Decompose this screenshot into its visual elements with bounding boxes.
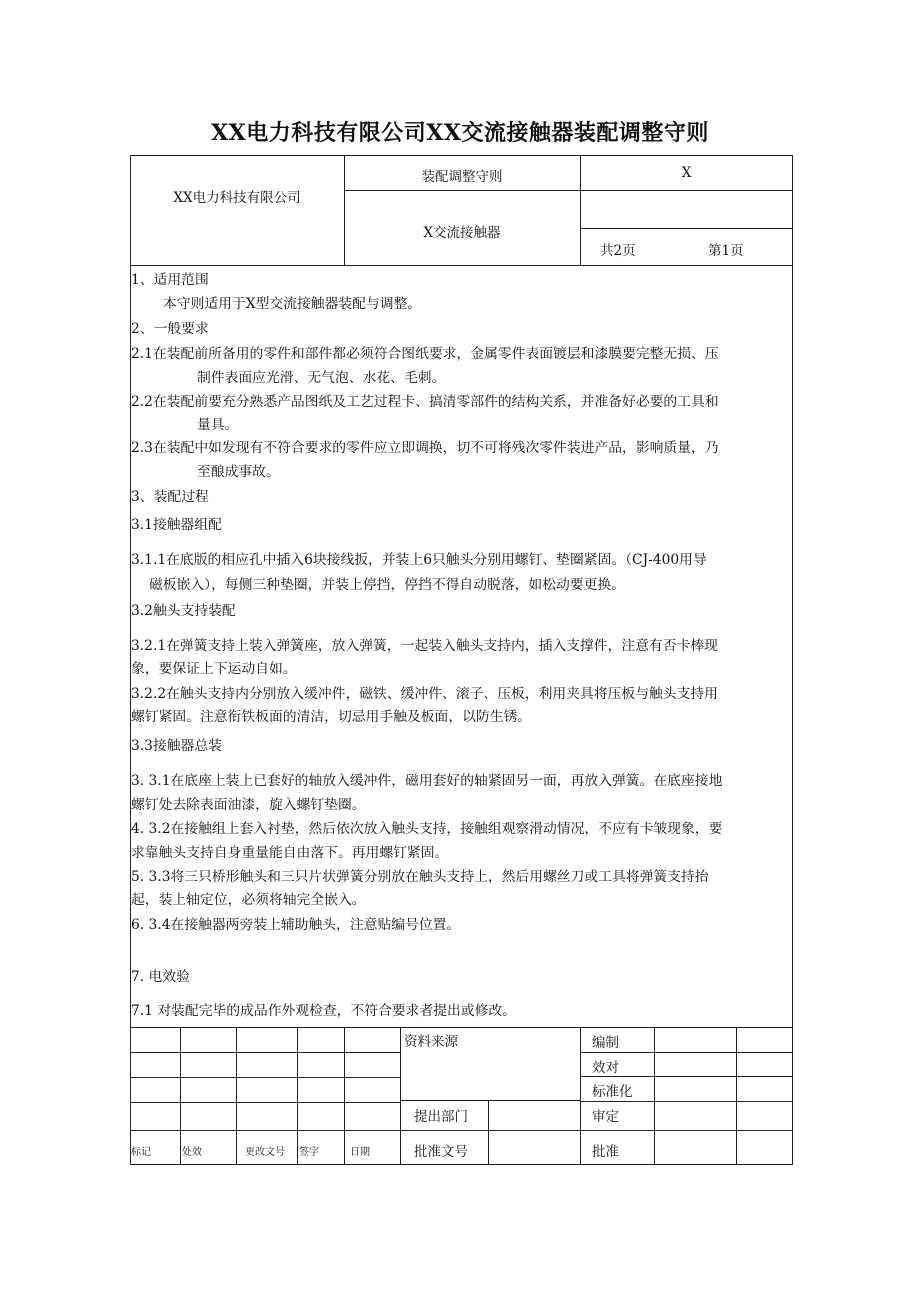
header-row-rule-1 <box>344 190 793 191</box>
clause-5-3-3-cont: 起，装上轴定位，必须将轴完全嵌入。 <box>131 892 366 908</box>
document-title: XX电力科技有限公司XX交流接触器装配调整守则 <box>211 120 709 146</box>
clause-3-1-1: 3.1.1在底版的相应孔中插入6块接线扳，并装上6只触头分别用螺钉、垫圈紧固。（CJ-400用导 <box>131 552 707 568</box>
clause-3-2-2: 3.2.2在触头支持内分别放入缓冲件，磁铁、缓冲件、滚子、压板，利用夹具将压板与触头支持用 <box>131 686 718 702</box>
approval-doc-label: 批准文号 <box>414 1144 468 1160</box>
section-3-heading: 3、装配过程 <box>131 489 209 505</box>
footer-col-2 <box>236 1027 237 1165</box>
footer-rule-right-4 <box>580 1130 793 1131</box>
clause-2-3-cont: 至酿成事故。 <box>197 464 280 480</box>
footer-col-8 <box>654 1027 655 1165</box>
footer-rule-left-3 <box>130 1102 400 1103</box>
footer-col-6 <box>488 1100 489 1165</box>
subsection-3-3-heading: 3.3接触器总装 <box>131 738 222 754</box>
company-name: XX电力科技有限公司 <box>173 190 301 206</box>
section-2-heading: 2、一般要求 <box>131 321 209 337</box>
col-mark-label: 标记 <box>131 1147 151 1158</box>
compile-label: 编制 <box>592 1035 619 1051</box>
procedure-body <box>131 268 791 1028</box>
section-7-heading: 7. 电效验 <box>131 969 190 985</box>
footer-rule-mid-2 <box>400 1130 580 1131</box>
clause-3-2-1-cont: 象，要保证上下运动自如。 <box>131 661 297 677</box>
footer-rule-mid <box>400 1100 580 1101</box>
total-pages: 共2页 <box>600 243 636 259</box>
footer-col-7 <box>580 1027 581 1165</box>
col-count-label: 处效 <box>182 1147 202 1158</box>
clause-4-3-2-cont: 求靠触头支持自身重量能自由落下。再用螺钉紧固。 <box>131 845 449 861</box>
header-bottom-rule <box>130 265 793 266</box>
footer-col-3 <box>297 1027 298 1165</box>
footer-rule-left-4 <box>130 1130 400 1131</box>
source-label: 资料来源 <box>404 1034 458 1050</box>
col-sign-label: 签字 <box>299 1147 319 1158</box>
footer-col-9 <box>736 1027 737 1165</box>
proposer-label: 提出部门 <box>414 1109 468 1125</box>
clause-2-1: 2.1在装配前所备用的零件和部件都必须符合图纸要求，金属零件表面镀层和漆膜要完整无损、压 <box>131 346 719 362</box>
footer-rule-right-1 <box>580 1052 793 1053</box>
section-1-heading: 1、适用范围 <box>131 272 209 288</box>
review-label: 审定 <box>592 1109 619 1125</box>
clause-7-1: 7.1 对装配完毕的成品作外观检查，不符合要求者提出或修改。 <box>131 1003 517 1019</box>
approve-label: 批准 <box>592 1144 619 1160</box>
footer-top-rule <box>130 1027 793 1028</box>
clause-2-2: 2.2在装配前要充分熟悉产品图纸及工艺过程卡、搞清零部件的结构关系，并准备好必要的工具和 <box>131 394 719 410</box>
subsection-3-2-heading: 3.2触头支持装配 <box>131 603 236 619</box>
clause-3-3-1-cont: 螺钉处去除表面油漆，旋入螺钉垫圈。 <box>131 797 366 813</box>
footer-rule-left-1 <box>130 1052 400 1053</box>
clause-2-1-cont: 制件表面应光滑、无气泡、水花、毛刺。 <box>197 370 446 386</box>
standardize-label: 标准化 <box>592 1084 633 1100</box>
document-code: X <box>681 165 692 181</box>
footer-col-4 <box>344 1027 345 1165</box>
footer-col-1 <box>180 1027 181 1165</box>
page-number: 第1页 <box>708 243 744 259</box>
document-type: 装配调整守则 <box>421 169 503 185</box>
footer-rule-right-3 <box>580 1101 793 1102</box>
col-change-doc-label: 更改文号 <box>245 1147 285 1158</box>
clause-4-3-2: 4. 3.2在接触组上套入衬垫，然后依次放入触头支持，接触组观察滑动情况，不应有卡皱现象，要 <box>131 821 723 837</box>
clause-3-3-1: 3. 3.1在底座上装上已套好的轴放入缓冲件，磁用套好的轴紧固另一面，再放入弹簧。在底座接地 <box>131 773 723 789</box>
clause-6-3-4: 6. 3.4在接触器两旁装上辅助触头，注意贴编号位置。 <box>131 917 461 933</box>
header-row-rule-2 <box>580 228 793 229</box>
footer-rule-left-2 <box>130 1077 400 1078</box>
product-name: X交流接触器 <box>423 225 501 241</box>
col-date-label: 日期 <box>350 1147 370 1158</box>
footer-rule-right-2 <box>580 1076 793 1077</box>
subsection-3-1-heading: 3.1接触器组配 <box>131 517 222 533</box>
clause-3-2-2-cont: 螺钉紧固。注意衔铁板面的清洁，切忌用手触及板面，以防生锈。 <box>131 709 532 725</box>
clause-3-1-1-cont: 磁板嵌入），每侧三种垫圈，并装上停挡，停挡不得自动脱落，如松动要更换。 <box>149 577 625 593</box>
clause-2-2-cont: 量具。 <box>197 417 239 433</box>
clause-3-2-1: 3.2.1在弹簧支持上装入弹簧座，放入弹簧，一起装入触头支持内，插入支撑件，注意有否卡棒现 <box>131 638 718 654</box>
clause-5-3-3: 5. 3.3将三只桥形触头和三只片状弹簧分别放在触头支持上，然后用螺丝刀或工具将弹簧支持抬 <box>131 869 709 885</box>
footer-col-5 <box>400 1027 401 1165</box>
section-1-text: 本守则适用于X型交流接触器装配与调整。 <box>163 296 422 312</box>
clause-2-3: 2.3在装配中如发现有不符合要求的零件应立即调换，切不可将残次零件装进产品，影响质量，乃 <box>131 440 719 456</box>
proofread-label: 效对 <box>592 1060 619 1076</box>
